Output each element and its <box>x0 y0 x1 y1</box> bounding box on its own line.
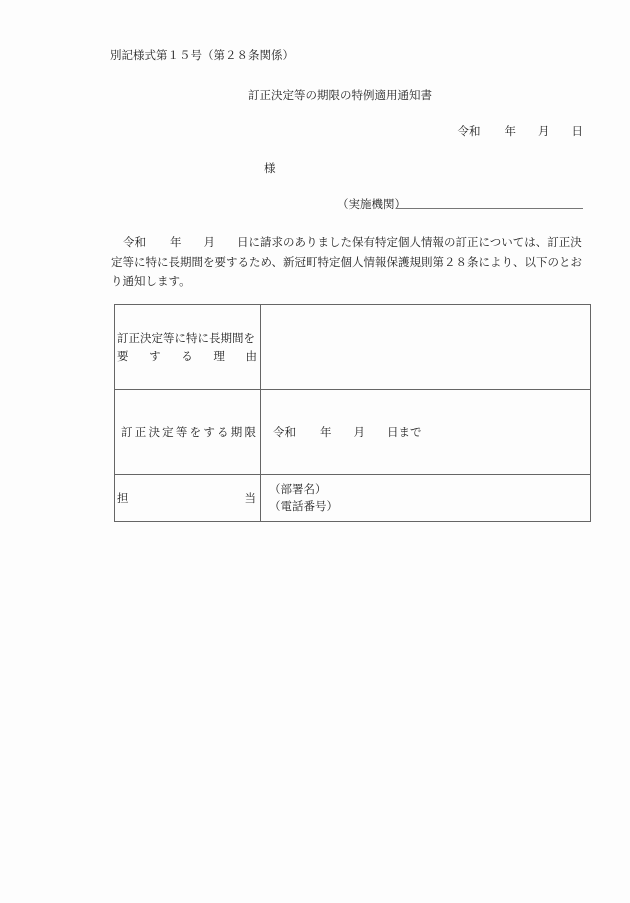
deadline-value-cell[interactable] <box>261 390 591 475</box>
contact-value-cell[interactable] <box>261 475 591 522</box>
contact-label-cell <box>115 475 261 522</box>
addressee-honorific: 様 <box>264 161 276 175</box>
reason-value-cell[interactable] <box>261 305 591 390</box>
table-row-reason <box>115 305 591 390</box>
notice-details-table <box>114 304 591 522</box>
phone-field: （電話番号） <box>269 499 338 513</box>
reason-label-line1: 訂正決定等に特に長期間を <box>117 331 255 345</box>
reason-label-cell <box>115 305 261 390</box>
body-month: 月 <box>203 235 215 249</box>
notice-body <box>111 233 586 292</box>
date-era: 令和 <box>457 124 481 138</box>
deadline-era: 令和 <box>273 425 296 439</box>
table-row-contact <box>115 475 591 522</box>
form-number: 別記様式第１５号（第２８条関係） <box>110 48 294 62</box>
deadline-label: 訂 正 決 定 等 を す る 期 限 <box>121 425 256 439</box>
deadline-suffix: 日まで <box>387 425 422 439</box>
reason-label-line2: 要 す る 理 由 <box>117 349 257 363</box>
agency-signature-line <box>396 208 583 209</box>
body-text: 日に請求のありました保有特定個人情報の訂正については、訂正決定等に特に長期間を要するため、新冠町特定個人情報保護規則第２８条により、以下のとおり通知します。 <box>111 235 583 288</box>
date-year: 年 <box>504 124 516 138</box>
document-title: 訂正決定等の期限の特例適用通知書 <box>248 88 432 102</box>
body-era: 令和 <box>123 235 146 249</box>
agency-label: （実施機関） <box>337 197 406 211</box>
department-field: （部署名） <box>269 482 327 496</box>
date-month: 月 <box>538 124 550 138</box>
contact-label: 担 当 <box>117 491 256 505</box>
deadline-label-cell <box>115 390 261 475</box>
issue-date <box>458 123 584 139</box>
date-day: 日 <box>571 124 583 138</box>
table-row-deadline <box>115 390 591 475</box>
deadline-year: 年 <box>320 425 332 439</box>
body-year: 年 <box>170 235 182 249</box>
deadline-month: 月 <box>353 425 365 439</box>
